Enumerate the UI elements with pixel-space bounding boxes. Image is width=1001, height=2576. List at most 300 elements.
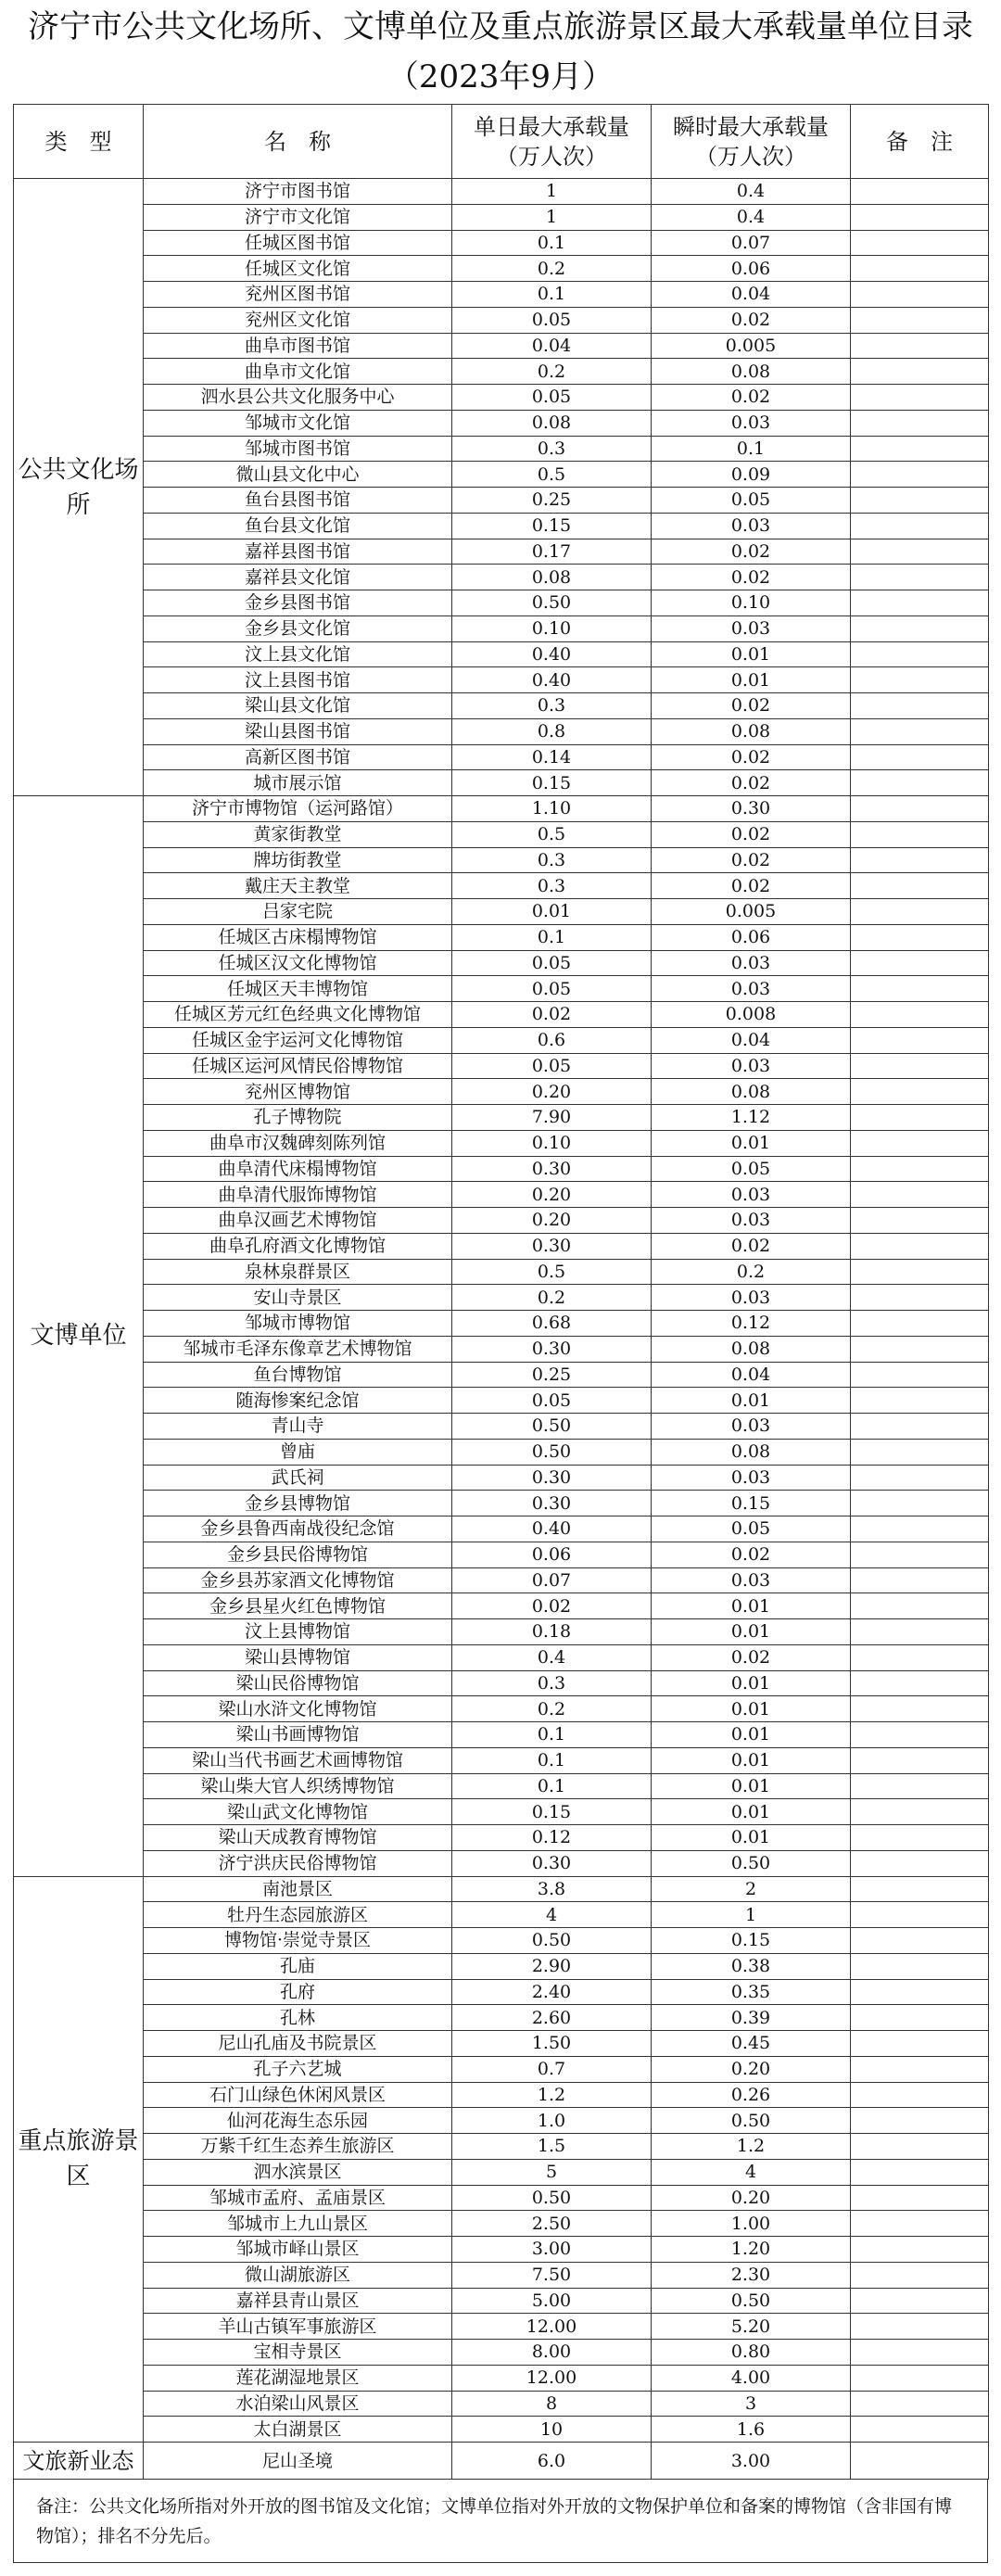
instant-capacity-cell: 1.12 <box>652 1105 851 1131</box>
venue-name-cell: 济宁市图书馆 <box>144 179 452 205</box>
daily-capacity-cell: 6.0 <box>452 2443 652 2480</box>
table-row <box>14 539 989 565</box>
daily-capacity-cell: 0.18 <box>452 1619 652 1645</box>
table-row <box>14 1156 989 1182</box>
table-row <box>14 565 989 590</box>
table-row <box>14 2365 989 2391</box>
instant-capacity-cell: 0.1 <box>652 436 851 462</box>
table-row <box>14 1876 989 1902</box>
remark-cell <box>851 590 989 616</box>
venue-name-cell: 济宁市博物馆（运河路馆） <box>144 796 452 822</box>
daily-capacity-cell: 0.30 <box>452 1850 652 1876</box>
daily-capacity-cell: 0.40 <box>452 641 652 667</box>
venue-name-cell: 吕家宅院 <box>144 899 452 925</box>
daily-capacity-cell: 0.06 <box>452 1542 652 1567</box>
remark-cell <box>851 333 989 359</box>
remark-cell <box>851 1799 989 1825</box>
instant-capacity-cell: 0.26 <box>652 2082 851 2108</box>
instant-capacity-cell: 0.03 <box>652 1053 851 1079</box>
daily-capacity-cell: 0.68 <box>452 1311 652 1337</box>
table-row <box>14 1002 989 1028</box>
remark-cell <box>851 436 989 462</box>
remark-cell <box>851 1208 989 1234</box>
remark-cell <box>851 873 989 899</box>
instant-capacity-cell: 0.01 <box>652 1825 851 1851</box>
daily-capacity-cell: 0.15 <box>452 1799 652 1825</box>
instant-capacity-cell: 0.2 <box>652 1259 851 1285</box>
venue-name-cell: 孔林 <box>144 2005 452 2031</box>
instant-capacity-cell: 0.03 <box>652 950 851 976</box>
daily-capacity-cell: 0.50 <box>452 1928 652 1954</box>
venue-name-cell: 水泊梁山风景区 <box>144 2391 452 2417</box>
venue-name-cell: 梁山柴大官人织绣博物馆 <box>144 1773 452 1799</box>
venue-name-cell: 邹城市图书馆 <box>144 436 452 462</box>
venue-name-cell: 任城区文化馆 <box>144 256 452 282</box>
instant-capacity-cell: 0.005 <box>652 333 851 359</box>
table-row <box>14 1079 989 1105</box>
daily-capacity-cell: 0.6 <box>452 1027 652 1053</box>
daily-capacity-cell: 0.12 <box>452 1825 652 1851</box>
remark-cell <box>851 976 989 1002</box>
venue-name-cell: 金乡县图书馆 <box>144 590 452 616</box>
table-row <box>14 2056 989 2082</box>
daily-capacity-cell: 0.02 <box>452 1002 652 1028</box>
venue-name-cell: 孔子六艺城 <box>144 2056 452 2082</box>
remark-cell <box>851 513 989 539</box>
table-row <box>14 899 989 925</box>
remark-cell <box>851 1105 989 1131</box>
remark-cell <box>851 1619 989 1645</box>
instant-capacity-cell: 0.01 <box>652 1722 851 1748</box>
instant-capacity-cell: 0.005 <box>652 899 851 925</box>
instant-capacity-cell: 0.02 <box>652 770 851 796</box>
instant-capacity-cell: 0.03 <box>652 513 851 539</box>
remark-cell <box>851 847 989 873</box>
remark-cell <box>851 615 989 641</box>
venue-name-cell: 汶上县文化馆 <box>144 641 452 667</box>
remark-cell <box>851 2134 989 2160</box>
table-row <box>14 2185 989 2211</box>
remark-cell <box>851 2314 989 2340</box>
venue-name-cell: 梁山书画博物馆 <box>144 1722 452 1748</box>
table-row <box>14 718 989 744</box>
table-row <box>14 950 989 976</box>
daily-capacity-cell: 0.50 <box>452 2185 652 2211</box>
daily-capacity-cell: 0.15 <box>452 513 652 539</box>
remark-cell <box>851 1336 989 1362</box>
remark-cell <box>851 1644 989 1670</box>
venue-name-cell: 任城区芳元红色经典文化博物馆 <box>144 1002 452 1028</box>
table-row <box>14 1311 989 1337</box>
instant-capacity-cell: 1.20 <box>652 2237 851 2263</box>
remark-cell <box>851 1747 989 1773</box>
table-row <box>14 873 989 899</box>
remark-cell <box>851 770 989 796</box>
instant-capacity-cell: 0.05 <box>652 1516 851 1542</box>
venue-name-cell: 任城区汉文化博物馆 <box>144 950 452 976</box>
instant-capacity-cell: 0.05 <box>652 488 851 514</box>
table-row <box>14 2134 989 2160</box>
table-row <box>14 821 989 847</box>
daily-capacity-cell: 0.2 <box>452 256 652 282</box>
daily-capacity-cell: 5.00 <box>452 2288 652 2314</box>
venue-name-cell: 鱼台县文化馆 <box>144 513 452 539</box>
daily-capacity-cell: 0.2 <box>452 359 652 385</box>
table-row <box>14 1465 989 1491</box>
daily-capacity-cell: 0.30 <box>452 1465 652 1491</box>
remark-cell <box>851 796 989 822</box>
table-row <box>14 1388 989 1414</box>
remark-cell <box>851 1027 989 1053</box>
instant-capacity-cell: 0.45 <box>652 2031 851 2057</box>
table-row <box>14 462 989 488</box>
remark-cell <box>851 2365 989 2391</box>
instant-capacity-cell: 0.01 <box>652 1130 851 1156</box>
venue-name-cell: 南池景区 <box>144 1876 452 1902</box>
daily-capacity-cell: 0.20 <box>452 1208 652 1234</box>
venue-name-cell: 任城区古床榻博物馆 <box>144 924 452 950</box>
instant-capacity-cell: 0.03 <box>652 1182 851 1208</box>
instant-capacity-cell: 0.08 <box>652 1336 851 1362</box>
daily-capacity-cell: 0.3 <box>452 436 652 462</box>
header-name: 名 称 <box>144 105 452 179</box>
table-row <box>14 976 989 1002</box>
venue-name-cell: 兖州区文化馆 <box>144 307 452 333</box>
remark-cell <box>851 1825 989 1851</box>
venue-name-cell: 黄家街教堂 <box>144 821 452 847</box>
daily-capacity-cell: 1.10 <box>452 796 652 822</box>
venue-name-cell: 邹城市峄山景区 <box>144 2237 452 2263</box>
daily-capacity-cell: 0.2 <box>452 1696 652 1722</box>
daily-capacity-cell: 0.05 <box>452 385 652 411</box>
remark-cell <box>851 2082 989 2108</box>
remark-cell <box>851 641 989 667</box>
remark-cell <box>851 565 989 590</box>
venue-name-cell: 梁山当代书画艺术画博物馆 <box>144 1747 452 1773</box>
remark-cell <box>851 1053 989 1079</box>
instant-capacity-cell: 4 <box>652 2159 851 2185</box>
venue-name-cell: 孔子博物院 <box>144 1105 452 1131</box>
daily-capacity-cell: 0.15 <box>452 770 652 796</box>
daily-capacity-cell: 0.3 <box>452 693 652 719</box>
daily-capacity-cell: 0.02 <box>452 1593 652 1619</box>
table-row <box>14 1593 989 1619</box>
daily-capacity-cell: 2.40 <box>452 1979 652 2005</box>
daily-capacity-cell: 0.25 <box>452 488 652 514</box>
instant-capacity-cell: 0.01 <box>652 1670 851 1696</box>
daily-capacity-cell: 0.1 <box>452 1747 652 1773</box>
table-row <box>14 1516 989 1542</box>
header-remark: 备 注 <box>851 105 989 179</box>
remark-cell <box>851 1182 989 1208</box>
venue-name-cell: 济宁洪庆民俗博物馆 <box>144 1850 452 1876</box>
table-row <box>14 1773 989 1799</box>
instant-capacity-cell: 0.4 <box>652 204 851 230</box>
table-row <box>14 1105 989 1131</box>
table-row <box>14 2237 989 2263</box>
instant-capacity-cell: 0.4 <box>652 179 851 205</box>
remark-cell <box>851 204 989 230</box>
daily-capacity-cell: 0.3 <box>452 873 652 899</box>
venue-name-cell: 博物馆·崇觉寺景区 <box>144 1928 452 1954</box>
daily-capacity-cell: 0.40 <box>452 1516 652 1542</box>
venue-name-cell: 嘉祥县图书馆 <box>144 539 452 565</box>
daily-capacity-cell: 0.08 <box>452 565 652 590</box>
table-row <box>14 1747 989 1773</box>
header-instant-capacity: 瞬时最大承载量（万人次） <box>652 105 851 179</box>
daily-capacity-cell: 2.60 <box>452 2005 652 2031</box>
table-row <box>14 2211 989 2237</box>
table-row <box>14 2031 989 2057</box>
daily-capacity-cell: 10 <box>452 2417 652 2443</box>
remark-cell <box>851 462 989 488</box>
venue-name-cell: 嘉祥县文化馆 <box>144 565 452 590</box>
instant-capacity-cell: 0.39 <box>652 2005 851 2031</box>
remark-cell <box>851 1465 989 1491</box>
venue-name-cell: 兖州区图书馆 <box>144 282 452 308</box>
daily-capacity-cell: 0.05 <box>452 1053 652 1079</box>
table-row <box>14 2443 989 2480</box>
table-row <box>14 1825 989 1851</box>
instant-capacity-cell: 0.02 <box>652 873 851 899</box>
table-row <box>14 204 989 230</box>
table-row <box>14 333 989 359</box>
table-row <box>14 1567 989 1593</box>
remark-cell <box>851 1130 989 1156</box>
venue-name-cell: 梁山水浒文化博物馆 <box>144 1696 452 1722</box>
table-row <box>14 359 989 385</box>
table-row <box>14 1414 989 1440</box>
instant-capacity-cell: 0.02 <box>652 693 851 719</box>
table-row <box>14 744 989 770</box>
instant-capacity-cell: 0.01 <box>652 1799 851 1825</box>
page-title: 济宁市公共文化场所、文博单位及重点旅游景区最大承载量单位目录（2023年9月） <box>28 8 973 95</box>
daily-capacity-cell: 0.50 <box>452 1439 652 1465</box>
footnote: 备注：公共文化场所指对外开放的图书馆及文化馆；文博单位指对外开放的文物保护单位和备案的博物馆（含非国有博物馆）；排名不分先后。 <box>13 2480 988 2563</box>
venue-name-cell: 鱼台县图书馆 <box>144 488 452 514</box>
venue-name-cell: 兖州区博物馆 <box>144 1079 452 1105</box>
instant-capacity-cell: 0.02 <box>652 1233 851 1259</box>
daily-capacity-cell: 8.00 <box>452 2340 652 2366</box>
venue-name-cell: 安山寺景区 <box>144 1285 452 1311</box>
venue-name-cell: 戴庄天主教堂 <box>144 873 452 899</box>
remark-cell <box>851 539 989 565</box>
venue-name-cell: 羊山古镇军事旅游区 <box>144 2314 452 2340</box>
instant-capacity-cell: 0.02 <box>652 821 851 847</box>
remark-cell <box>851 2391 989 2417</box>
daily-capacity-cell: 0.17 <box>452 539 652 565</box>
table-row <box>14 2005 989 2031</box>
venue-name-cell: 金乡县星火红色博物馆 <box>144 1593 452 1619</box>
daily-capacity-cell: 0.07 <box>452 1567 652 1593</box>
table-row <box>14 1336 989 1362</box>
daily-capacity-cell: 0.04 <box>452 333 652 359</box>
instant-capacity-cell: 0.12 <box>652 1311 851 1337</box>
remark-cell <box>851 1542 989 1567</box>
table-row <box>14 924 989 950</box>
venue-name-cell: 泉林泉群景区 <box>144 1259 452 1285</box>
daily-capacity-cell: 0.30 <box>452 1233 652 1259</box>
venue-name-cell: 梁山县博物馆 <box>144 1644 452 1670</box>
instant-capacity-cell: 0.08 <box>652 359 851 385</box>
remark-cell <box>851 1953 989 1979</box>
table-row <box>14 1722 989 1748</box>
venue-name-cell: 邹城市文化馆 <box>144 410 452 436</box>
table-header-row <box>14 105 989 179</box>
category-cell: 重点旅游景区 <box>14 1876 144 2443</box>
daily-capacity-cell: 0.3 <box>452 1670 652 1696</box>
daily-capacity-cell: 0.8 <box>452 718 652 744</box>
table-row <box>14 693 989 719</box>
daily-capacity-cell: 0.08 <box>452 410 652 436</box>
remark-cell <box>851 1259 989 1285</box>
venue-name-cell: 武氏祠 <box>144 1465 452 1491</box>
remark-cell <box>851 2108 989 2134</box>
instant-capacity-cell: 0.01 <box>652 667 851 693</box>
remark-cell <box>851 2211 989 2237</box>
instant-capacity-cell: 0.04 <box>652 1362 851 1388</box>
category-cell: 文博单位 <box>14 796 144 1877</box>
table-row <box>14 2108 989 2134</box>
daily-capacity-cell: 0.20 <box>452 1079 652 1105</box>
venue-name-cell: 鱼台博物馆 <box>144 1362 452 1388</box>
remark-cell <box>851 667 989 693</box>
instant-capacity-cell: 0.30 <box>652 796 851 822</box>
venue-name-cell: 随海惨案纪念馆 <box>144 1388 452 1414</box>
instant-capacity-cell: 0.02 <box>652 307 851 333</box>
venue-name-cell: 曲阜市图书馆 <box>144 333 452 359</box>
daily-capacity-cell: 0.40 <box>452 667 652 693</box>
category-cell: 文旅新业态 <box>14 2443 144 2480</box>
table-row <box>14 2262 989 2288</box>
remark-cell <box>851 693 989 719</box>
table-row <box>14 2417 989 2443</box>
table-row <box>14 1799 989 1825</box>
remark-cell <box>851 230 989 256</box>
instant-capacity-cell: 4.00 <box>652 2365 851 2391</box>
table-row <box>14 1130 989 1156</box>
venue-name-cell: 汶上县图书馆 <box>144 667 452 693</box>
table-row <box>14 1053 989 1079</box>
table-row <box>14 667 989 693</box>
remark-cell <box>851 2288 989 2314</box>
remark-cell <box>851 488 989 514</box>
venue-name-cell: 邹城市毛泽东像章艺术博物馆 <box>144 1336 452 1362</box>
daily-capacity-cell: 3.8 <box>452 1876 652 1902</box>
remark-cell <box>851 1362 989 1388</box>
remark-cell <box>851 1285 989 1311</box>
remark-cell <box>851 307 989 333</box>
remark-cell <box>851 2185 989 2211</box>
instant-capacity-cell: 2.30 <box>652 2262 851 2288</box>
instant-capacity-cell: 0.04 <box>652 1027 851 1053</box>
instant-capacity-cell: 0.04 <box>652 282 851 308</box>
instant-capacity-cell: 1.6 <box>652 2417 851 2443</box>
daily-capacity-cell: 0.30 <box>452 1491 652 1516</box>
remark-cell <box>851 256 989 282</box>
venue-name-cell: 梁山武文化博物馆 <box>144 1799 452 1825</box>
table-row <box>14 1027 989 1053</box>
venue-name-cell: 曾庙 <box>144 1439 452 1465</box>
remark-cell <box>851 1567 989 1593</box>
instant-capacity-cell: 0.10 <box>652 590 851 616</box>
instant-capacity-cell: 0.08 <box>652 1439 851 1465</box>
instant-capacity-cell: 0.09 <box>652 462 851 488</box>
daily-capacity-cell: 0.50 <box>452 590 652 616</box>
daily-capacity-cell: 1.50 <box>452 2031 652 2057</box>
instant-capacity-cell: 1.00 <box>652 2211 851 2237</box>
table-row <box>14 1208 989 1234</box>
instant-capacity-cell: 0.03 <box>652 1208 851 1234</box>
table-row <box>14 1953 989 1979</box>
daily-capacity-cell: 0.05 <box>452 976 652 1002</box>
venue-name-cell: 孔府 <box>144 1979 452 2005</box>
instant-capacity-cell: 0.02 <box>652 1542 851 1567</box>
table-row <box>14 2082 989 2108</box>
remark-cell <box>851 1928 989 1954</box>
daily-capacity-cell: 12.00 <box>452 2314 652 2340</box>
remark-cell <box>851 718 989 744</box>
remark-cell <box>851 2262 989 2288</box>
instant-capacity-cell: 0.06 <box>652 924 851 950</box>
remark-cell <box>851 1670 989 1696</box>
table-row <box>14 1619 989 1645</box>
instant-capacity-cell: 0.02 <box>652 565 851 590</box>
remark-cell <box>851 1696 989 1722</box>
remark-cell <box>851 359 989 385</box>
remark-cell <box>851 1902 989 1928</box>
table-row <box>14 1439 989 1465</box>
remark-cell <box>851 1156 989 1182</box>
table-row <box>14 2340 989 2366</box>
venue-name-cell: 任城区图书馆 <box>144 230 452 256</box>
remark-cell <box>851 950 989 976</box>
daily-capacity-cell: 0.1 <box>452 282 652 308</box>
venue-name-cell: 嘉祥县青山景区 <box>144 2288 452 2314</box>
daily-capacity-cell: 0.1 <box>452 1773 652 1799</box>
table-row <box>14 1670 989 1696</box>
instant-capacity-cell: 0.01 <box>652 1773 851 1799</box>
category-cell: 公共文化场所 <box>14 179 144 796</box>
instant-capacity-cell: 0.01 <box>652 1696 851 1722</box>
daily-capacity-cell: 1.2 <box>452 2082 652 2108</box>
venue-name-cell: 曲阜市文化馆 <box>144 359 452 385</box>
instant-capacity-cell: 0.15 <box>652 1928 851 1954</box>
instant-capacity-cell: 0.03 <box>652 615 851 641</box>
instant-capacity-cell: 0.01 <box>652 1593 851 1619</box>
daily-capacity-cell: 2.90 <box>452 1953 652 1979</box>
instant-capacity-cell: 0.03 <box>652 1465 851 1491</box>
table-row <box>14 488 989 514</box>
instant-capacity-cell: 0.05 <box>652 1156 851 1182</box>
venue-name-cell: 泗水县公共文化服务中心 <box>144 385 452 411</box>
instant-capacity-cell: 0.20 <box>652 2185 851 2211</box>
remark-cell <box>851 1979 989 2005</box>
remark-cell <box>851 1439 989 1465</box>
daily-capacity-cell: 0.5 <box>452 821 652 847</box>
table-row <box>14 1850 989 1876</box>
venue-name-cell: 石门山绿色休闲风景区 <box>144 2082 452 2108</box>
table-row <box>14 1979 989 2005</box>
daily-capacity-cell: 0.5 <box>452 1259 652 1285</box>
daily-capacity-cell: 1.5 <box>452 2134 652 2160</box>
venue-name-cell: 泗水滨景区 <box>144 2159 452 2185</box>
venue-name-cell: 任城区金宇运河文化博物馆 <box>144 1027 452 1053</box>
daily-capacity-cell: 0.10 <box>452 615 652 641</box>
daily-capacity-cell: 0.10 <box>452 1130 652 1156</box>
daily-capacity-cell: 0.05 <box>452 1388 652 1414</box>
venue-name-cell: 尼山圣境 <box>144 2443 452 2480</box>
